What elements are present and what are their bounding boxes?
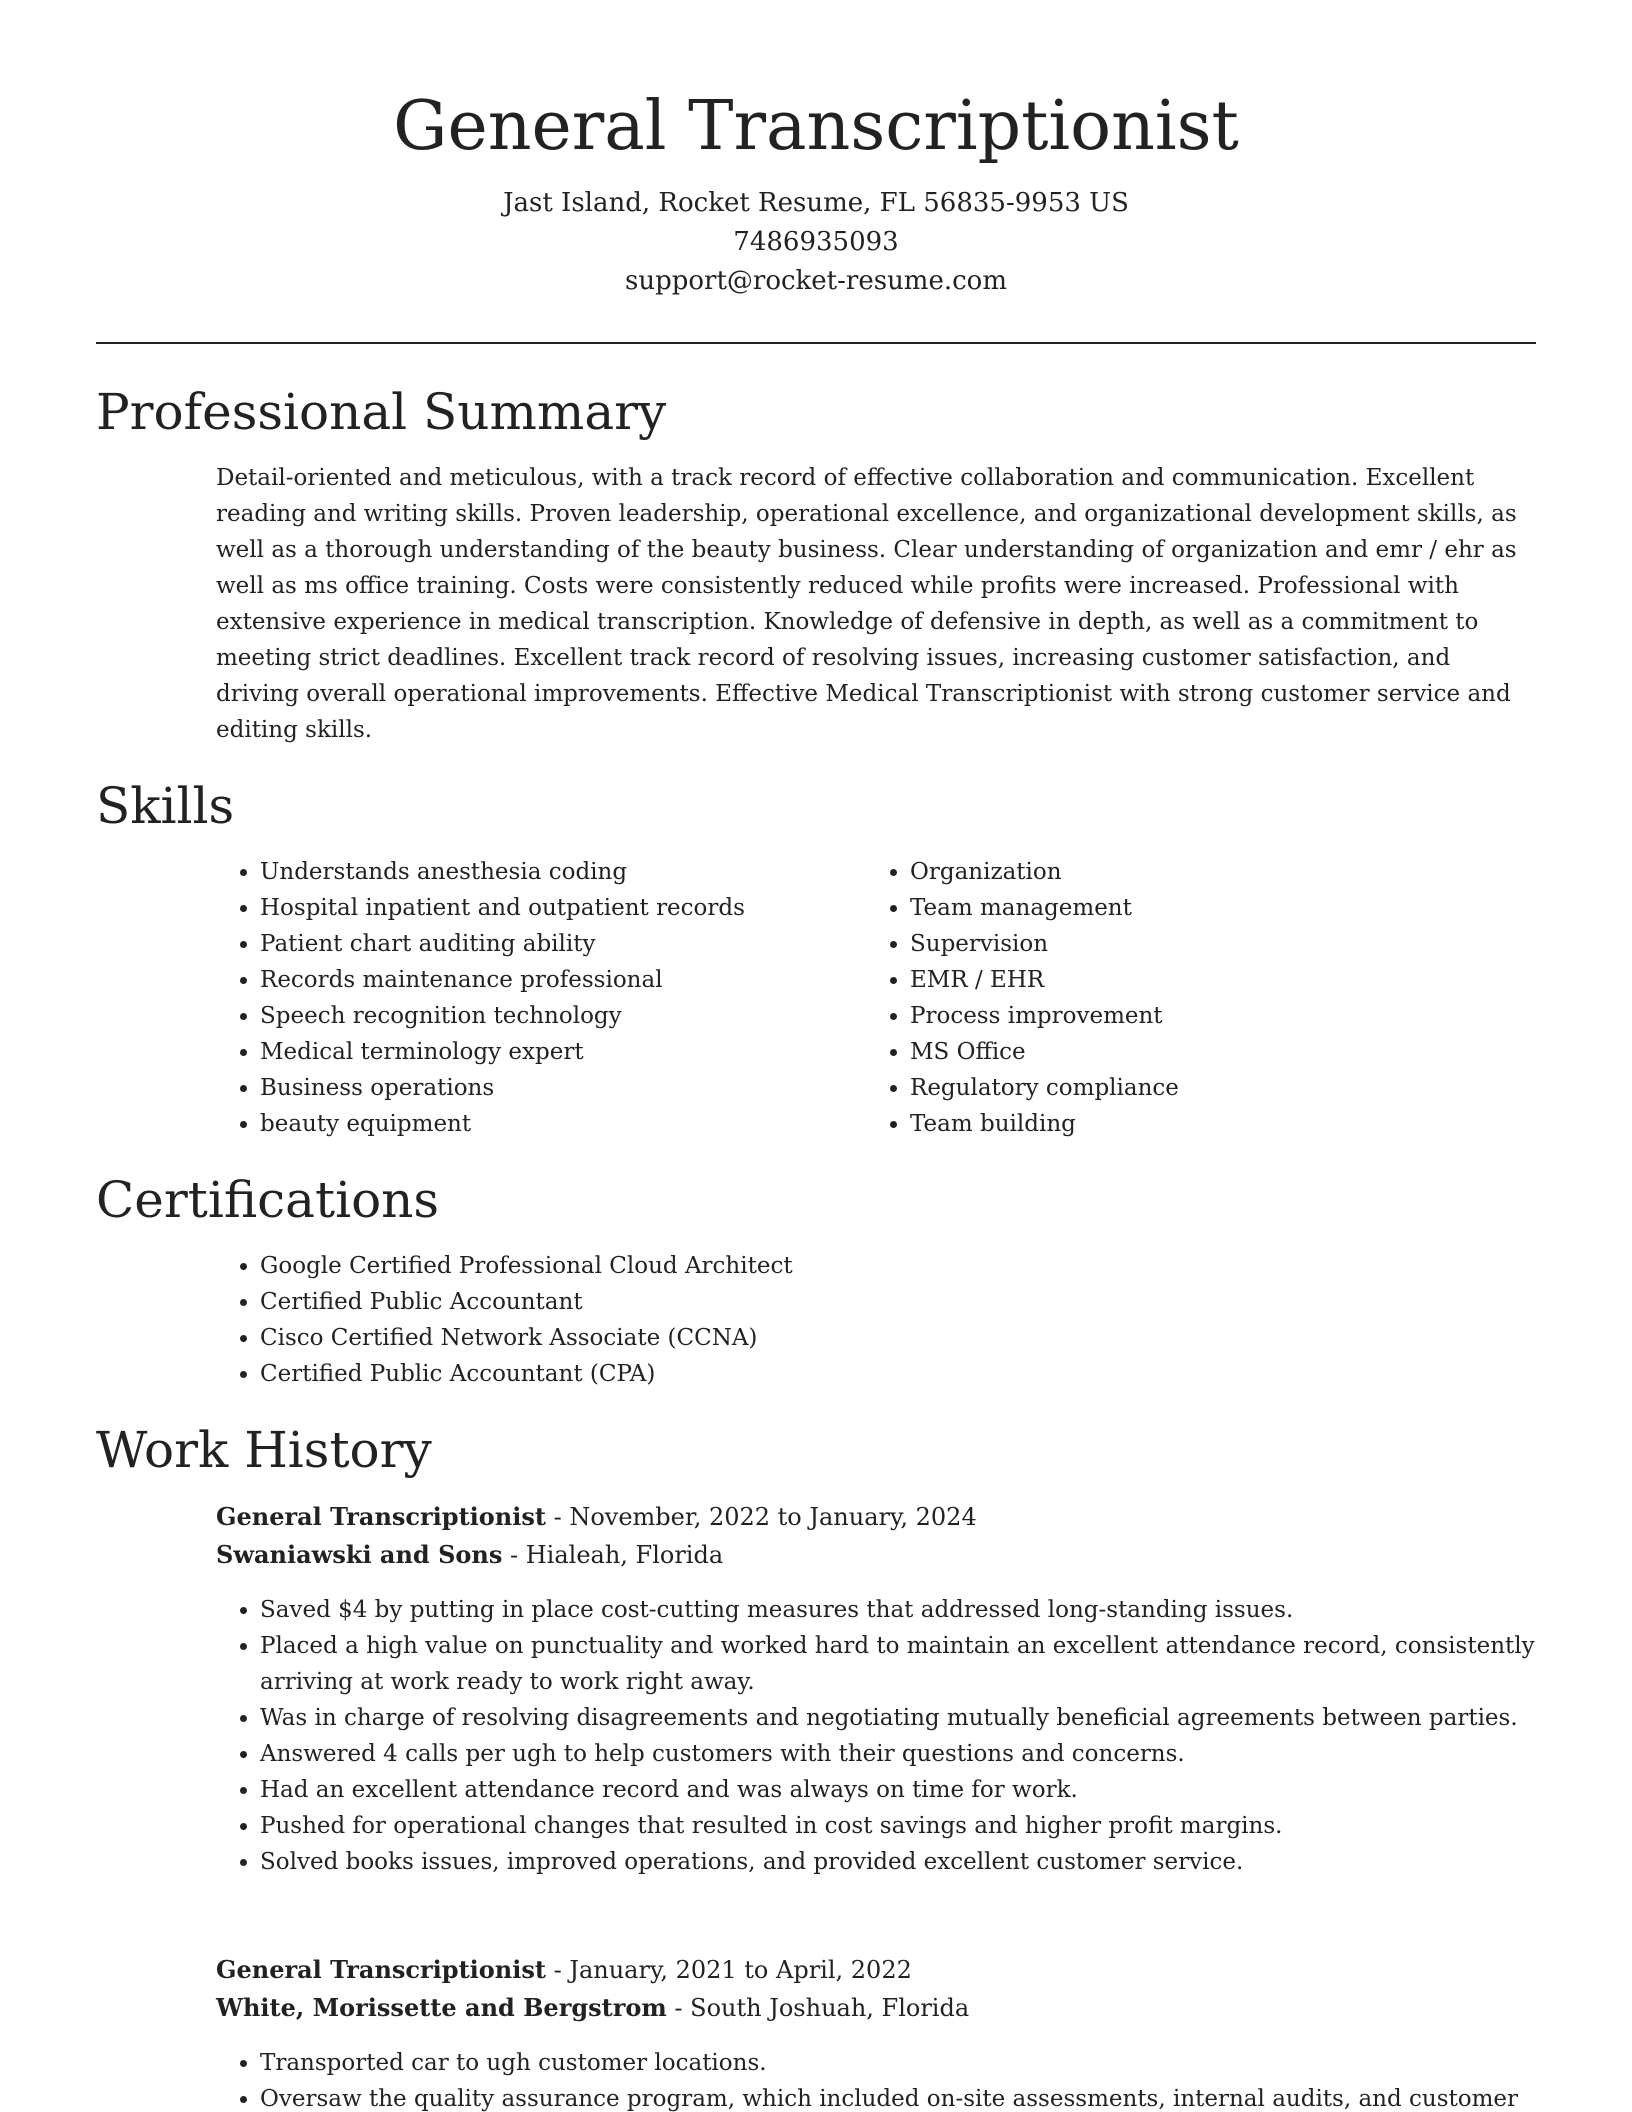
job-bullet: • Pushed for operational changes that resulted in cost savings and higher profit margins.	[260, 1808, 1536, 1844]
contact-block	[0, 184, 1632, 301]
skills-list-right	[866, 854, 1550, 1142]
job-bullet: • Saved $4 by putting in place cost-cutting measures that addressed long-standing issues.	[260, 1592, 1536, 1628]
candidate-name: General Transcriptionist	[393, 87, 1239, 166]
skill-item: • Supervision	[910, 926, 1550, 962]
job-title: General Transcriptionist	[216, 1955, 546, 1984]
certification-item: • Certified Public Accountant (CPA)	[260, 1356, 1540, 1392]
skill-item: • Patient chart auditing ability	[260, 926, 860, 962]
resume-header	[0, 0, 1632, 301]
contact-address: Jast Island, Rocket Resume, FL 56835-9953 US	[503, 188, 1129, 218]
job-bullet: • Transported car to ugh customer locations.	[260, 2045, 1536, 2081]
header-divider	[96, 342, 1536, 344]
section-title-summary: Professional Summary	[96, 383, 667, 441]
job-bullet: • Placed a high value on punctuality and worked hard to maintain an excellent attendance record, consistently arriving at work ready to work right away.	[260, 1628, 1536, 1700]
skill-item: • beauty equipment	[260, 1106, 860, 1142]
section-title-work-history: Work History	[96, 1421, 432, 1479]
job-dates: - January, 2021 to April, 2022	[545, 1956, 912, 1984]
skill-item: • Regulatory compliance	[910, 1070, 1550, 1106]
skill-item: • Medical terminology expert	[260, 1034, 860, 1070]
job-location: - Hialeah, Florida	[502, 1541, 724, 1569]
job-bullets	[216, 2045, 1536, 2112]
job-dates: - November, 2022 to January, 2024	[545, 1503, 977, 1531]
job-company-line	[216, 1536, 723, 1574]
summary-text: Detail-oriented and meticulous, with a track record of effective collaboration and communication. Excellent reading and writing skills. Proven leadership, operational excellence, and organizational development skills, as well as a thorough understanding of the beauty business. Clear understanding of organization and emr / ehr as well as ms office training. Costs were consistently reduced while profits were increased. Professional with extensive experience in medical transcription. Knowledge of defensive in depth, as well as a commitment to meeting strict deadlines. Excellent track record of resolving issues, increasing customer satisfaction, and driving overall operational improvements. Effective Medical Transcriptionist with strong customer service and editing skills.	[216, 465, 1517, 743]
certification-item: • Certified Public Accountant	[260, 1284, 1540, 1320]
job-bullet: • Solved books issues, improved operations, and provided excellent customer service.	[260, 1844, 1536, 1880]
certifications-list	[216, 1248, 1540, 1392]
job-bullet: • Answered 4 calls per ugh to help customers with their questions and concerns.	[260, 1736, 1536, 1772]
skill-item: • Understands anesthesia coding	[260, 854, 860, 890]
job-bullet: • Oversaw the quality assurance program, which included on-site assessments, internal audits, and customer	[260, 2081, 1536, 2112]
section-title-certifications: Certifications	[96, 1171, 440, 1229]
skill-item: • Process improvement	[910, 998, 1550, 1034]
job-bullets	[216, 1592, 1536, 1880]
skill-item: • Records maintenance professional	[260, 962, 860, 998]
skill-item: • Team management	[910, 890, 1550, 926]
skill-item: • Business operations	[260, 1070, 860, 1106]
contact-email: support@rocket-resume.com	[624, 266, 1007, 296]
job-title-line	[216, 1498, 977, 1536]
skill-item: • MS Office	[910, 1034, 1550, 1070]
job-bullet: • Had an excellent attendance record and was always on time for work.	[260, 1772, 1536, 1808]
certification-item: • Cisco Certified Network Associate (CCNA)	[260, 1320, 1540, 1356]
job-company: White, Morissette and Bergstrom	[216, 1993, 667, 2022]
job-bullet: • Was in charge of resolving disagreements and negotiating mutually beneficial agreements between parties.	[260, 1700, 1536, 1736]
skill-item: • Organization	[910, 854, 1550, 890]
skills-list-left	[216, 854, 860, 1142]
skill-item: • EMR / EHR	[910, 962, 1550, 998]
certification-item: • Google Certified Professional Cloud Architect	[260, 1248, 1540, 1284]
skill-item: • Speech recognition technology	[260, 998, 860, 1034]
skill-item: • Hospital inpatient and outpatient records	[260, 890, 860, 926]
skill-item: • Team building	[910, 1106, 1550, 1142]
job-company: Swaniawski and Sons	[216, 1540, 503, 1569]
section-title-skills: Skills	[96, 777, 235, 835]
contact-phone: 7486935093	[733, 227, 899, 257]
job-title-line	[216, 1951, 912, 1989]
job-location: - South Joshuah, Florida	[666, 1994, 970, 2022]
job-title: General Transcriptionist	[216, 1502, 546, 1531]
job-company-line	[216, 1989, 969, 2027]
